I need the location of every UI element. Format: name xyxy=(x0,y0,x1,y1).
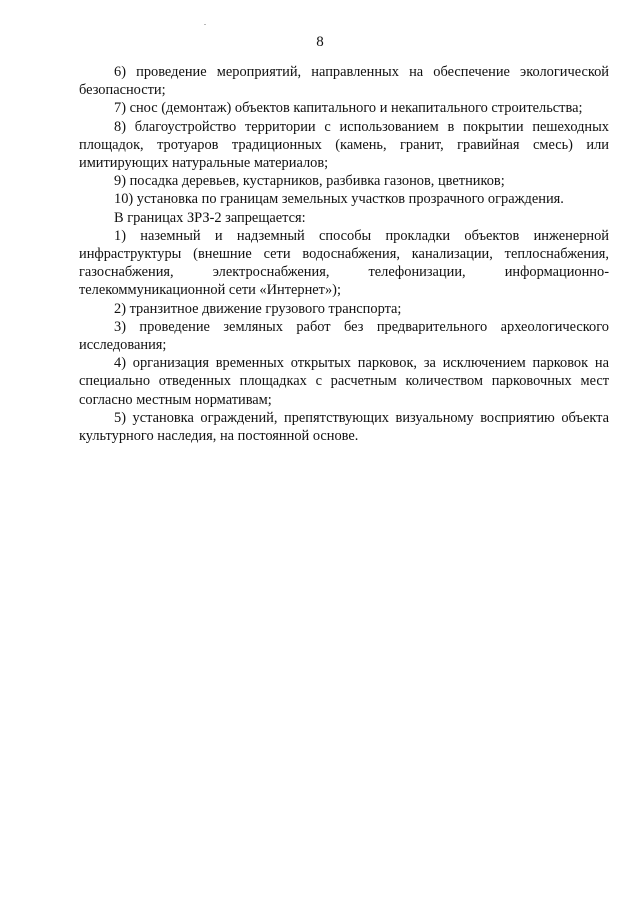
paragraph-item-10: 10) установка по границам земельных участков прозрачного ограждения. xyxy=(114,191,564,208)
document-body xyxy=(79,63,609,445)
paragraph-item-6: 6) проведение мероприятий, направленных на обеспечение экологической безопасности; xyxy=(79,64,609,99)
prohibited-item-1: 1) наземный и надземный способы прокладки объектов инженерной инфраструктуры (внешние сети водоснабжения, канализации, теплоснабжения, газоснабжения, электроснабжения, телефонизации, информационно-телекоммуникационной сети «Интернет»); xyxy=(79,227,609,299)
prohibited-item-3: 3) проведение земляных работ без предварительного археологического исследования; xyxy=(79,318,609,354)
prohibited-item-5: 5) установка ограждений, препятствующих визуальному восприятию объекта культурного наследия, на постоянной основе. xyxy=(79,409,609,445)
paragraph-item-7: 7) снос (демонтаж) объектов капитального и некапитального строительства; xyxy=(114,100,583,117)
section-heading-zrz2: В границах ЗРЗ-2 запрещается: xyxy=(114,209,306,226)
paragraph-item-8: 8) благоустройство территории с использованием в покрытии пешеходных площадок, тротуаров традиционных (камень, гранит, гравийная смесь) или имитирующих натуральные материалов; xyxy=(79,118,609,172)
page-number: 8 xyxy=(316,34,324,50)
prohibited-item-4: 4) организация временных открытых парковок, за исключением парковок на специально отведенных площадках с расчетным количеством парковочных мест согласно местным нормативам; xyxy=(79,355,609,408)
paragraph-item-9: 9) посадка деревьев, кустарников, разбивка газонов, цветников; xyxy=(114,173,505,190)
scan-speck xyxy=(204,24,206,25)
prohibited-item-2: 2) транзитное движение грузового транспорта; xyxy=(114,300,402,317)
